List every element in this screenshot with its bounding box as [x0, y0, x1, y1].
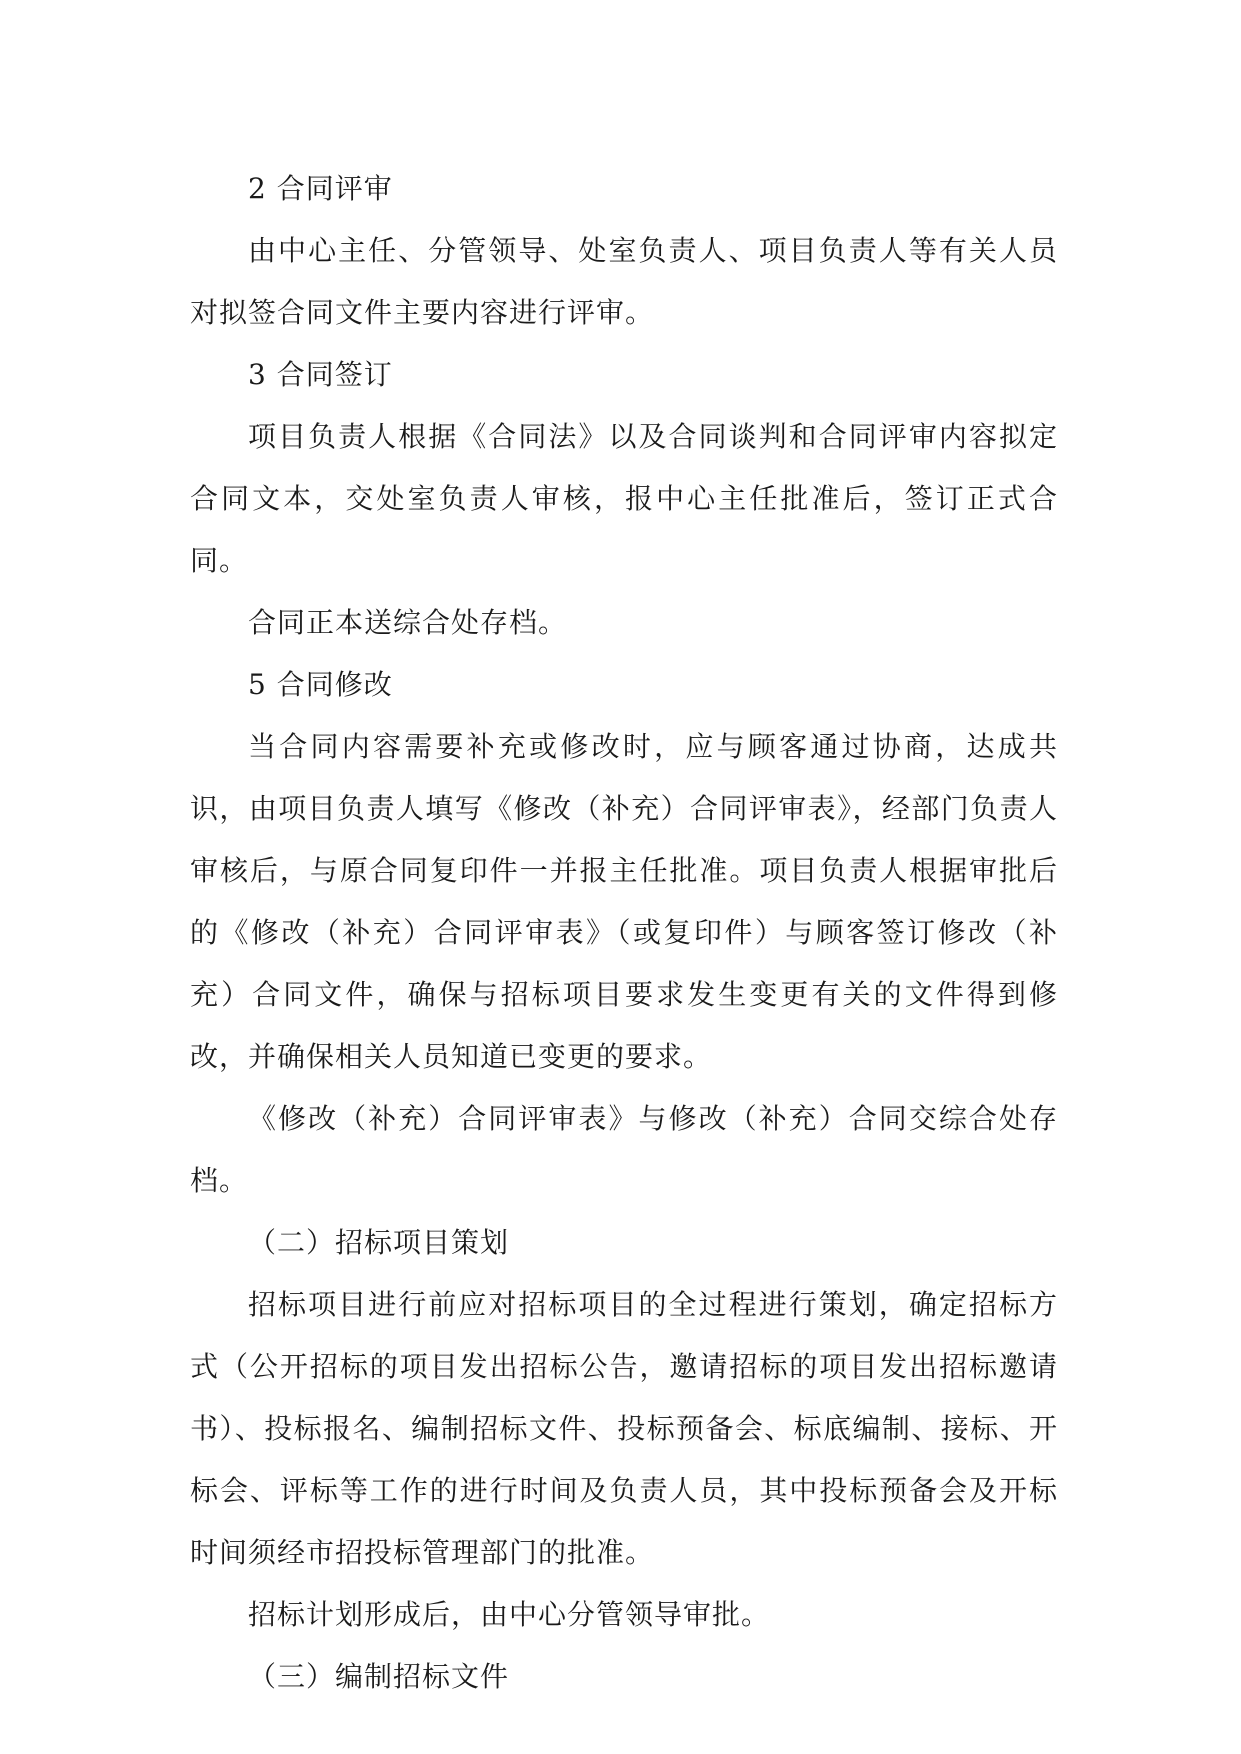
section-heading-contract-signing: 3 合同签订 [248, 358, 393, 391]
paragraph: 当合同内容需要补充或修改时，应与顾客通过协商，达成共识，由项目负责人填写《修改（补充）合同评审表》，经部门负责人审核后，与原合同复印件一并报主任批准。项目负责人根据审批后的《修改（补充）合同评审表》（或复印件）与顾客签订修改（补充）合同文件，确保与招标项目要求发生变更有关的文件得到修改，并确保相关人员知道已变更的要求。 [190, 730, 1058, 1073]
section-heading-contract-modification: 5 合同修改 [248, 668, 393, 701]
section-heading-tender-planning: （二）招标项目策划 [248, 1226, 510, 1259]
paragraph: 《修改（补充）合同评审表》与修改（补充）合同交综合处存档。 [190, 1102, 1058, 1197]
section-heading-tender-documents: （三）编制招标文件 [248, 1660, 510, 1693]
paragraph: 招标项目进行前应对招标项目的全过程进行策划，确定招标方式（公开招标的项目发出招标公告，邀请招标的项目发出招标邀请书）、投标报名、编制招标文件、投标预备会、标底编制、接标、开标会、评标等工作的进行时间及负责人员，其中投标预备会及开标时间须经市招投标管理部门的批准。 [190, 1288, 1058, 1569]
paragraph: 招标计划形成后，由中心分管领导审批。 [248, 1598, 771, 1631]
section-heading-contract-review: 2 合同评审 [248, 172, 393, 205]
paragraph: 由中心主任、分管领导、处室负责人、项目负责人等有关人员对拟签合同文件主要内容进行评审。 [190, 234, 1058, 329]
document-body [190, 158, 1058, 1708]
paragraph: 合同正本送综合处存档。 [248, 606, 568, 639]
paragraph: 项目负责人根据《合同法》以及合同谈判和合同评审内容拟定合同文本，交处室负责人审核，报中心主任批准后，签订正式合同。 [190, 420, 1058, 577]
